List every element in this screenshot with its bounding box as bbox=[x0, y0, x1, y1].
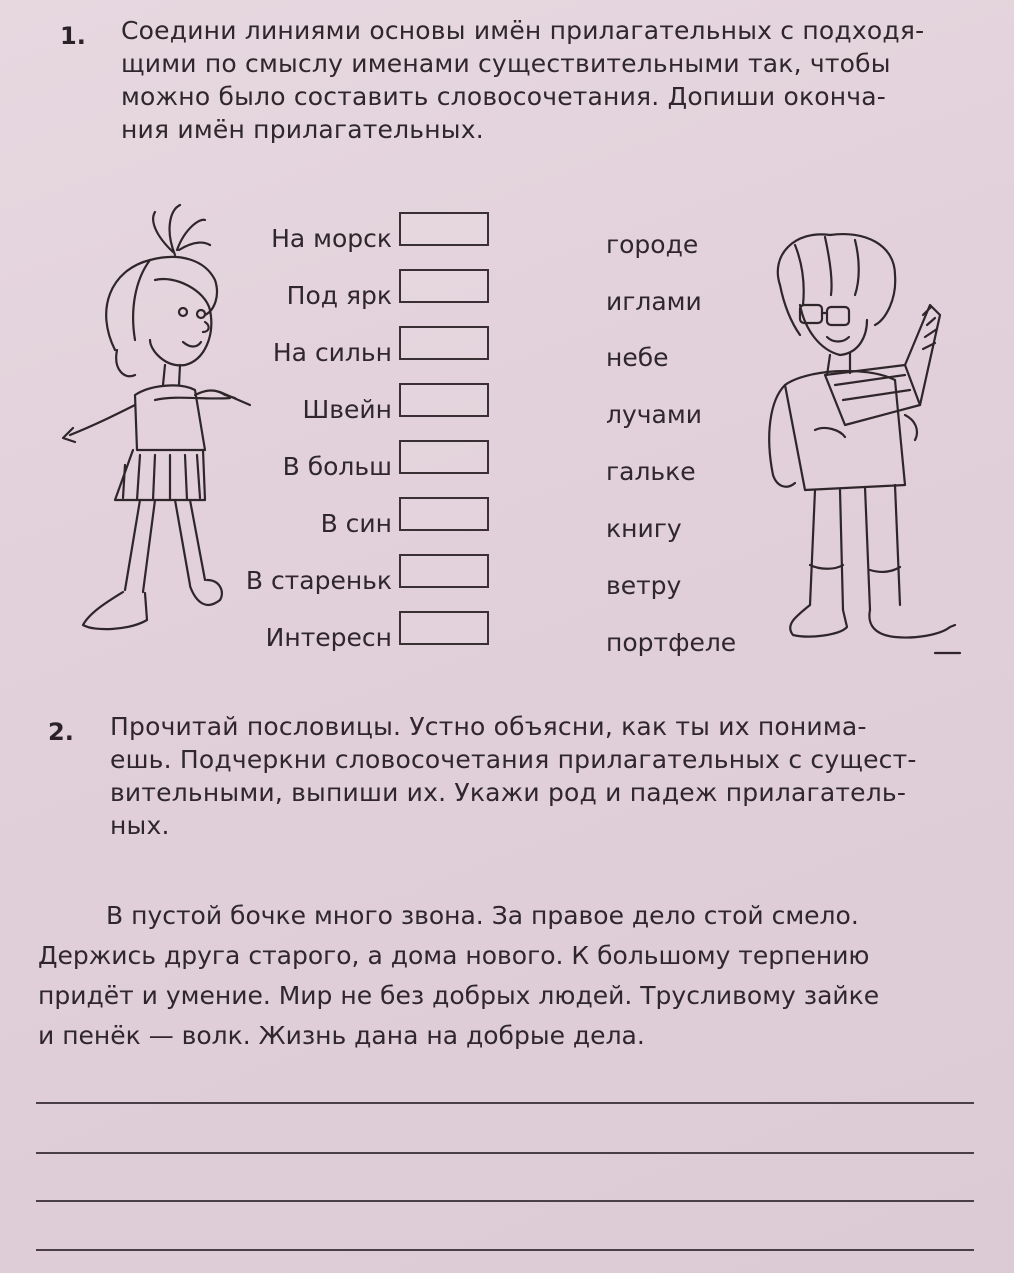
ending-box[interactable] bbox=[399, 269, 489, 303]
ending-box[interactable] bbox=[399, 383, 489, 417]
task-1-line: можно было составить словосочетания. Допиши оконча- bbox=[121, 82, 887, 111]
adjective-stem: В больш bbox=[282, 452, 392, 481]
task-2-line: ешь. Подчеркни словосочетания прилагательных с сущест- bbox=[110, 745, 917, 774]
task-1-instructions bbox=[121, 14, 924, 146]
proverb-line: придёт и умение. Мир не без добрых людей. Трусливому зайке bbox=[38, 981, 880, 1010]
answer-line[interactable] bbox=[36, 1249, 974, 1251]
noun-word: городе bbox=[606, 230, 699, 259]
boy-illustration bbox=[755, 225, 975, 665]
proverb-line: и пенёк — волк. Жизнь дана на добрые дела. bbox=[38, 1021, 645, 1050]
ending-box[interactable] bbox=[399, 497, 489, 531]
noun-word: небе bbox=[606, 343, 669, 372]
task-2-instructions bbox=[110, 710, 917, 842]
ending-box[interactable] bbox=[399, 611, 489, 645]
task-2-line: ных. bbox=[110, 811, 170, 840]
task-2-line: Прочитай пословицы. Устно объясни, как ты их понима- bbox=[110, 712, 867, 741]
proverbs-text bbox=[38, 896, 978, 1056]
task-2-number: 2. bbox=[48, 718, 74, 746]
noun-word: лучами bbox=[606, 400, 702, 429]
ending-box[interactable] bbox=[399, 440, 489, 474]
adjective-stem: В син bbox=[320, 509, 392, 538]
noun-word: портфеле bbox=[606, 628, 737, 657]
ending-box[interactable] bbox=[399, 326, 489, 360]
task-1-line: щими по смыслу именами существительными так, чтобы bbox=[121, 49, 891, 78]
adjective-stem: Интересн bbox=[265, 623, 392, 652]
task-1-line: ния имён прилагательных. bbox=[121, 115, 484, 144]
adjective-stem: Швейн bbox=[302, 395, 392, 424]
ending-box[interactable] bbox=[399, 212, 489, 246]
proverb-line: В пустой бочке много звона. За правое дело стой смело. bbox=[106, 901, 859, 930]
task-2-line: вительными, выпиши их. Укажи род и падеж прилагатель- bbox=[110, 778, 907, 807]
adjective-stem: Под ярк bbox=[286, 281, 392, 310]
adjective-stem: На сильн bbox=[272, 338, 392, 367]
noun-word: книгу bbox=[606, 514, 682, 543]
noun-word: гальке bbox=[606, 457, 696, 486]
proverb-line: Держись друга старого, а дома нового. К большому терпению bbox=[38, 941, 870, 970]
adjective-stem: На морск bbox=[271, 224, 392, 253]
answer-line[interactable] bbox=[36, 1102, 974, 1104]
task-1-number: 1. bbox=[60, 22, 86, 50]
noun-word: иглами bbox=[606, 287, 702, 316]
answer-line[interactable] bbox=[36, 1200, 974, 1202]
ending-box[interactable] bbox=[399, 554, 489, 588]
noun-word: ветру bbox=[606, 571, 682, 600]
girl-illustration bbox=[55, 200, 255, 650]
answer-line[interactable] bbox=[36, 1152, 974, 1154]
adjective-stem: В стареньк bbox=[245, 566, 392, 595]
task-1-line: Соедини линиями основы имён прилагательных с подходя- bbox=[121, 16, 925, 45]
